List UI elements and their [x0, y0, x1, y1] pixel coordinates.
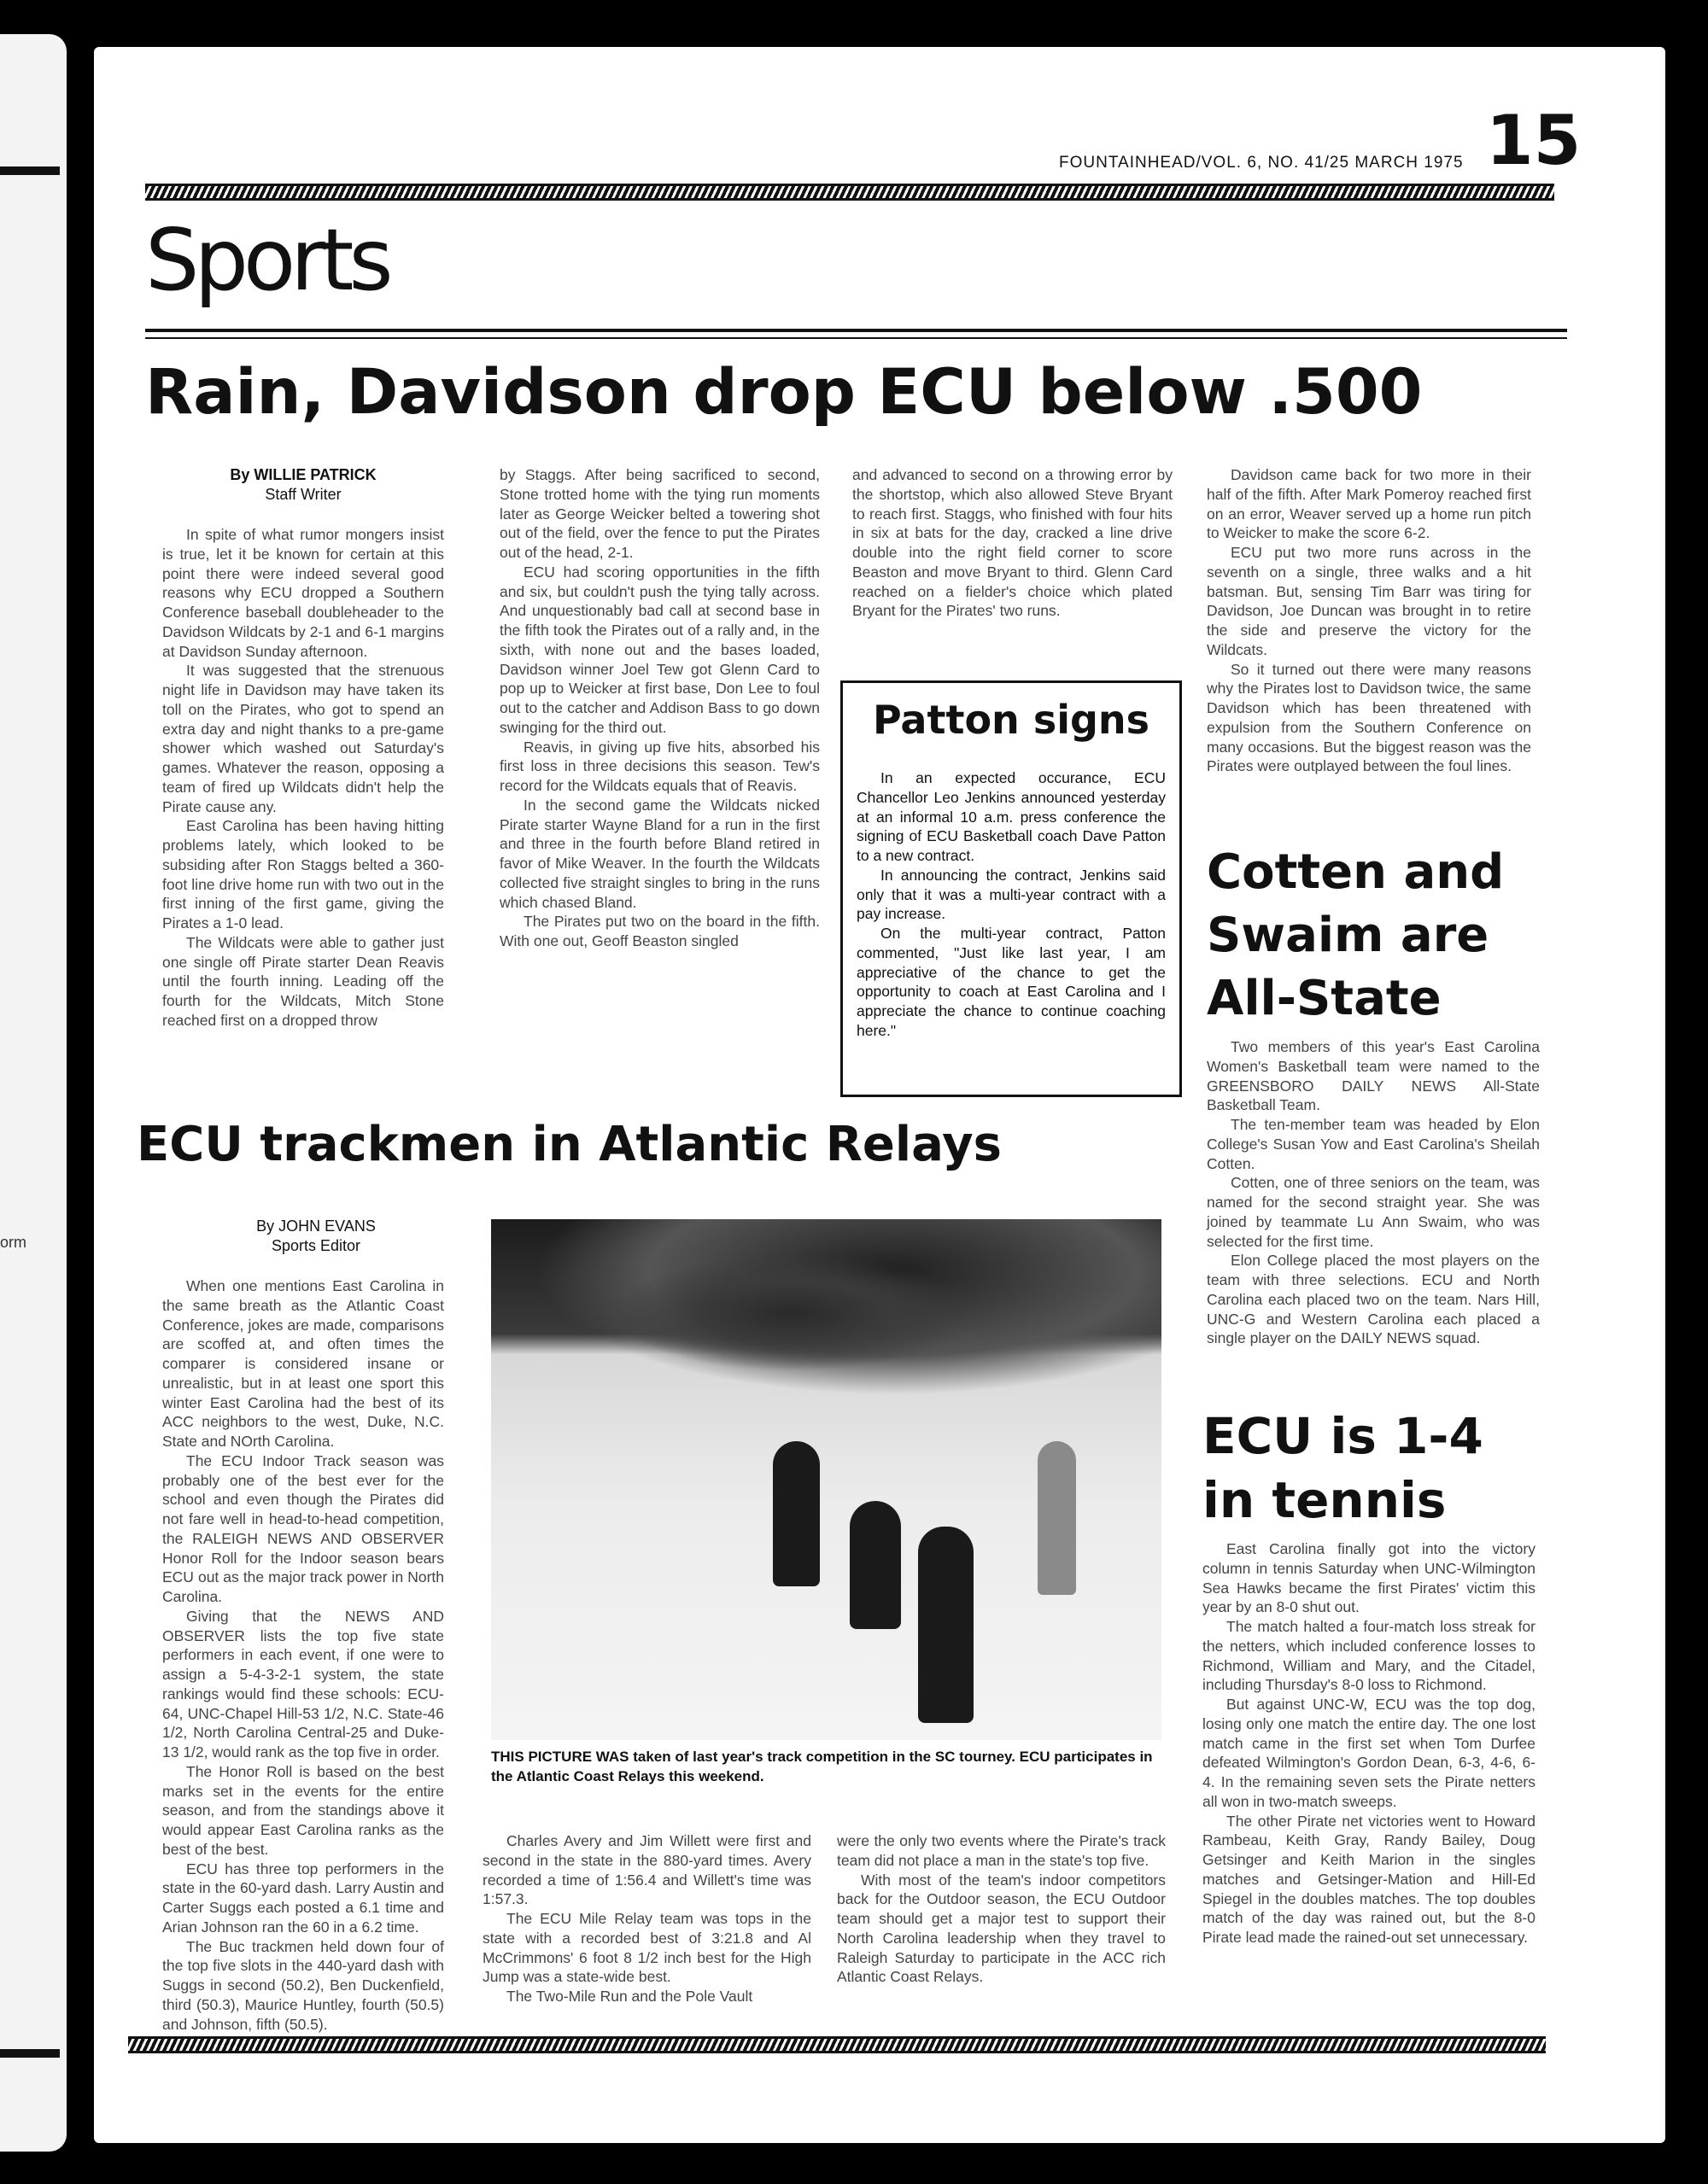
photo-figure	[1038, 1441, 1076, 1595]
paragraph: The ECU Indoor Track season was probably one of the best ever for the school and even though the Pirates did not fare well in head-to-head competition, the RALEIGH NEWS AND OBSERVER Honor Roll for the Indoor season bears ECU out as the major track power in North Carolina.	[162, 1451, 444, 1605]
allstate-column	[1207, 1037, 1540, 1348]
byline-name: By JOHN EVANS	[256, 1218, 376, 1235]
paragraph: When one mentions East Carolina in the same breath as the Atlantic Coast Conference, jokes are made, comparisons are scoffed at, and often times the comparer is considered insane or unrealistic, but in at least one sport this winter East Carolina had the best of its ACC neighbors to the west, Duke, N.C. State and NOrth Carolina.	[162, 1277, 444, 1450]
photo-figure	[918, 1527, 974, 1723]
paragraph: Elon College placed the most players on the team with three selections. ECU and North Carolina each placed two on the team. Nars Hill, UNC-G and Western Carolina each placed a single player on the DAILY NEWS squad.	[1207, 1252, 1540, 1347]
paragraph: were the only two events where the Pirate's track team did not place a man in the state's top five.	[837, 1832, 1166, 1869]
paragraph: In announcing the contract, Jenkins said only that it was a multi-year contract with a pay increase.	[857, 866, 1166, 923]
top-wavy-rule	[145, 184, 1554, 201]
headline-ecu-tennis	[1202, 1404, 1483, 1533]
facing-page-rule	[0, 2049, 60, 2058]
page-number: 15	[1486, 101, 1582, 180]
photo-figure	[850, 1501, 901, 1629]
facing-page-rule	[0, 166, 60, 175]
facing-page	[0, 34, 67, 2152]
paragraph: The ten-member team was headed by Elon College's Susan Yow and East Carolina's Sheilah Cotten.	[1207, 1116, 1540, 1172]
headline-patton-signs: Patton signs	[872, 697, 1150, 743]
paragraph: East Carolina has been having hitting problems lately, which looked to be subsiding after Ron Staggs belted a 360-foot line drive home run with two out in the first inning of the first game, giving the Pirates a 1-0 lead.	[162, 817, 444, 931]
byline-name: By WILLIE PATRICK	[230, 466, 377, 483]
byline-john-evans	[188, 1217, 444, 1257]
paragraph: In an expected occurance, ECU Chancellor Leo Jenkins announced yesterday at an informal 10 a.m. press conference the signing of ECU Basketball coach Dave Patton to a new contract.	[857, 769, 1166, 864]
headline-line: in tennis	[1202, 1471, 1447, 1530]
paragraph: ECU has three top performers in the state in the 60-yard dash. Larry Austin and Carter Suggs each posted a 6.1 time and Arian Johnson ran the 60 in a 6.2 time.	[162, 1860, 444, 1936]
paragraph: The match halted a four-match loss streak for the netters, which included conference losses to Richmond, William and Mary, and the Citadel, including Thursday's 8-0 loss to Richmond.	[1202, 1618, 1535, 1694]
article1-column-2	[500, 465, 820, 951]
section-rule	[145, 329, 1567, 339]
paragraph: On the multi-year contract, Patton commented, "Just like last year, I am appreciative of the chance to get the opportunity to coach at East Carolina and I appreciate the chance to continue coaching here."	[857, 925, 1166, 1039]
tennis-column	[1202, 1539, 1535, 1947]
article1-column-4	[1207, 465, 1531, 776]
running-head: FOUNTAINHEAD/VOL. 6, NO. 41/25 MARCH 1975	[1059, 154, 1464, 172]
bottom-wavy-rule	[128, 2036, 1546, 2053]
paragraph: In the second game the Wildcats nicked Pirate starter Wayne Bland for a run in the first and three in the fourth before Bland retired in favor of Mike Weaver. In the fourth the Wildcats collected five straight singles to bring in the runs which chased Bland.	[500, 796, 820, 911]
photo-figure	[773, 1441, 820, 1586]
paragraph: The other Pirate net victories went to Howard Rambeau, Keith Gray, Randy Bailey, Doug Getsinger and Keith Marion in the singles matches and Getsinger-Mation and Hill-Ed Spiegel in the doubles matches. The top doubles match of the day was rained out, but the 8-0 Pirate lead made the rained-out set unnecessary.	[1202, 1812, 1535, 1946]
paragraph: It was suggested that the strenuous night life in Davidson may have taken its toll on the Pirates, who got to spend an extra day and night thanks to a pre-game shower which washed out Saturday's games. Whatever the reason, opposing a team of fired up Wildcats didn't help the Pirate cause any.	[162, 662, 444, 815]
headline-line: Cotten and	[1207, 844, 1505, 900]
paragraph: The Two-Mile Run and the Pole Vault	[506, 1988, 753, 2005]
headline-line: Swaim are	[1207, 907, 1489, 963]
section-title: Sports	[145, 210, 389, 310]
facing-page-fragment: orm	[0, 1234, 26, 1251]
paragraph: Reavis, in giving up five hits, absorbed his first loss in three decisions this season. Tew's record for the Wildcats equals that of Reavis.	[500, 738, 820, 794]
paragraph: Giving that the NEWS AND OBSERVER lists the top five state performers in each event, if one were to assign a 5-4-3-2-1 system, the state rankings would find these schools: ECU-64, UNC-Chapel Hill-53 1/2, N.C. State-46 1/2, North Carolina Central-25 and Duke-13 1/2, would rank as the top five in order.	[162, 1607, 444, 1761]
paragraph: Cotten, one of three seniors on the team, was named for the second straight year. She was joined by teammate Lu Ann Swaim, who was selected for the first time.	[1207, 1174, 1540, 1250]
paragraph: by Staggs. After being sacrificed to second, Stone trotted home with the tying run moments later as George Weicker belted a towering shot out of the field, over the fence to put the Pirates out of the head, 2-1.	[500, 466, 820, 561]
track-photo	[491, 1219, 1161, 1740]
paragraph: Davidson came back for two more in their half of the fifth. After Mark Pomeroy reached first on an error, Weaver served up a home run pitch to Weicker to make the score 6-2.	[1207, 466, 1531, 542]
photo-caption: THIS PICTURE WAS taken of last year's track competition in the SC tourney. ECU participates in the Atlantic Coast Relays this weekend.	[491, 1749, 1153, 1784]
paragraph: ECU had scoring opportunities in the fifth and six, but couldn't push the tying tally across. And unquestionably bad call at second base in the fifth took the Pirates out of a rally and, in the sixth, with none out and the bases loaded, Davidson winner Joel Tew got Glenn Card to pop up to Weicker at first base, Don Lee to foul out to the catcher and Addison Bass to go down swinging for the third out.	[500, 563, 820, 736]
paragraph: Two members of this year's East Carolina Women's Basketball team were named to the GREENSBORO DAILY NEWS All-State Basketball Team.	[1207, 1038, 1540, 1114]
headline-rain-davidson: Rain, Davidson drop ECU below .500	[145, 356, 1423, 429]
byline-role: Sports Editor	[271, 1237, 361, 1255]
track-column-1	[162, 1276, 444, 2034]
paragraph: ECU put two more runs across in the seventh on a single, three walks and a hit batsman. But, sensing Tim Barr was tiring for Davidson, Joe Duncan was brought in to retire the side and preserve the victory for the Wildcats.	[1207, 544, 1531, 658]
paragraph: So it turned out there were many reasons why the Pirates lost to Davidson twice, the same Davidson which has been threatened with expulsion from the Southern Conference on many occasions. But the biggest reason was the Pirates were outplayed between the foul lines.	[1207, 660, 1531, 775]
headline-line: ECU is 1-4	[1202, 1407, 1483, 1465]
headline-cotten-swaim	[1207, 841, 1504, 1031]
article1-column-1	[162, 525, 444, 1031]
track-column-2	[483, 1831, 811, 2006]
paragraph: The Pirates put two on the board in the fifth. With one out, Geoff Beaston singled	[500, 913, 820, 949]
paragraph: In spite of what rumor mongers insist is true, let it be known for certain at this point there were indeed several good reasons why ECU dropped a Southern Conference baseball doubleheader to the Davidson Wildcats by 2-1 and 6-1 margins at Davidson Sunday afternoon.	[162, 526, 444, 660]
newspaper-page	[94, 47, 1665, 2143]
patton-signs-box	[840, 680, 1182, 1097]
headline-ecu-trackmen: ECU trackmen in Atlantic Relays	[137, 1117, 1003, 1172]
paragraph: and advanced to second on a throwing error by the shortstop, which also allowed Steve Bryant to reach first. Staggs, who finished with four hits in six at bats for the day, cracked a line drive double into the right field corner to score Beaston and move Bryant to third. Glenn Card reached on a fielder's choice which plated Bryant for the Pirates' two runs.	[852, 466, 1173, 620]
track-column-3	[837, 1831, 1166, 1987]
paragraph: The Honor Roll is based on the best marks set in the events for the entire season, and from the standings above it would appear East Carolina ranks as the best of the best.	[162, 1762, 444, 1858]
paragraph: With most of the team's indoor competitors back for the Outdoor season, the ECU Outdoor team should get a major test to support their North Carolina leadership when they travel to Raleigh Saturday to participate in the ACC rich Atlantic Coast Relays.	[837, 1871, 1166, 1986]
paragraph: The ECU Mile Relay team was tops in the state with a recorded best of 3:21.8 and Al McCrimmons' 6 foot 8 1/2 inch best for the High Jump was a state-wide best.	[483, 1910, 811, 1986]
paragraph: East Carolina finally got into the victory column in tennis Saturday when UNC-Wilmington Sea Hawks became the first Pirates' victim this year by an 8-0 shut out.	[1202, 1540, 1535, 1616]
headline-line: All-State	[1207, 970, 1442, 1026]
paragraph: But against UNC-W, ECU was the top dog, losing only one match the entire day. The one lost match came in the first set when Tom Durfee defeated Wilmington's Gordon Dean, 6-3, 4-6, 6-4. In the remaining seven sets the Pirate netters all won in two-match sweeps.	[1202, 1696, 1535, 1810]
paragraph: The Buc trackmen held down four of the top five slots in the 440-yard dash with Suggs in second (50.2), Ben Duckenfield, third (50.3), Maurice Huntley, fourth (50.5) and Johnson, fifth (50.5).	[162, 1937, 444, 2033]
byline-willie-patrick	[162, 465, 444, 505]
article1-column-3	[852, 465, 1173, 621]
byline-role: Staff Writer	[265, 486, 342, 504]
paragraph: Charles Avery and Jim Willett were first and second in the state in the 880-yard times. Avery recorded a time of 1:56.4 and Willett's time was 1:57.3.	[483, 1832, 811, 1908]
paragraph: The Wildcats were able to gather just one single off Pirate starter Dean Reavis until the fourth inning. Leading off the fourth for the Wildcats, Mitch Stone reached first on a dropped throw	[162, 933, 444, 1029]
